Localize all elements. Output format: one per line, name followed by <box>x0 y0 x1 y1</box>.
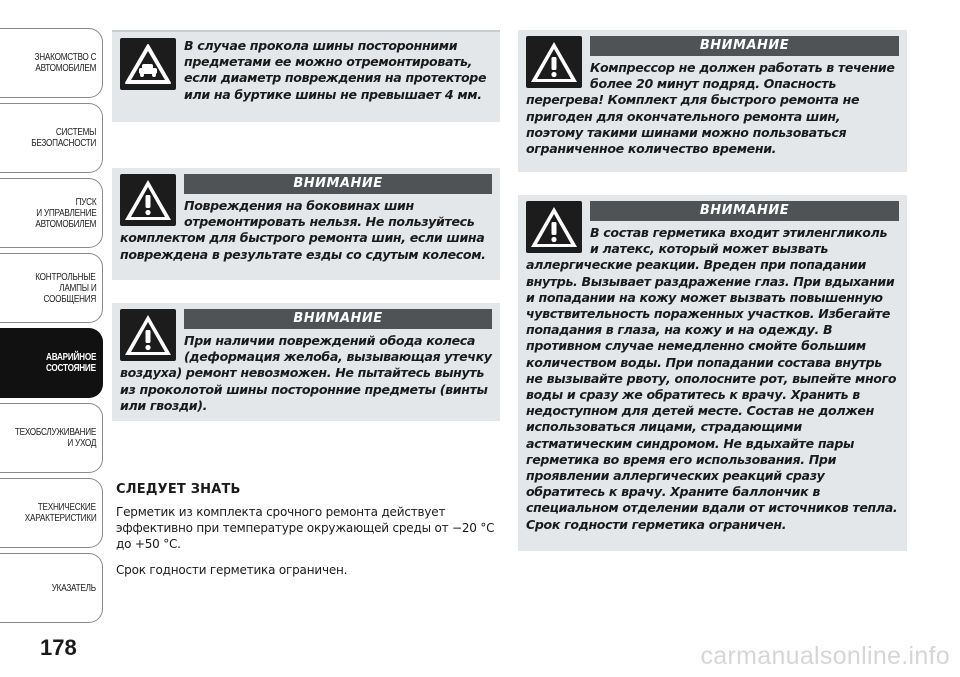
tab-sistemy-bezopasnosti[interactable] <box>0 103 103 173</box>
warning-text: Повреждения на боковинах шин отремонтировать нельзя. Не пользуйтесь комплектом для быстрого ремонта шин, если шина повреждена в результате езды со сдутым колесом. <box>120 198 486 262</box>
tab-label-line: АВТОМОБИЛЕМ <box>35 63 96 74</box>
tab-label-line: АВТОМОБИЛЕМ <box>35 218 96 230</box>
notes-paragraph-temperature: Герметик из комплекта срочного ремонта действует эффективно при температуре окружающей среды от −20 °C до +50 °C. <box>116 505 495 551</box>
notes-paragraph-shelf-life: Срок годности герметика ограничен. <box>116 563 348 577</box>
tab-znakomstvo[interactable] <box>0 28 103 98</box>
tab-label-line: ЛАМПЫ И <box>58 282 96 294</box>
tab-label-line: И УПРАВЛЕНИЕ <box>35 207 96 219</box>
tab-kontrolnye-lampy[interactable] <box>0 253 103 323</box>
warning-header: ВНИМАНИЕ <box>590 201 899 221</box>
tab-tehobsluzhivanie[interactable] <box>0 403 103 473</box>
tab-tehnicheskie-harakteristiki[interactable] <box>0 478 103 548</box>
exclamation-triangle-icon <box>120 309 176 361</box>
tab-label-line: КОНТРОЛЬНЫЕ <box>35 271 96 283</box>
exclamation-triangle-icon <box>526 36 582 88</box>
warning-box-rim <box>112 303 500 421</box>
tab-pusk[interactable] <box>0 178 103 248</box>
tab-label-line: СООБЩЕНИЯ <box>43 293 96 305</box>
tab-label-line: ТЕХНИЧЕСКИЕ <box>37 502 96 513</box>
tab-label-line: ПУСК <box>75 196 96 208</box>
warning-header: ВНИМАНИЕ <box>184 309 492 329</box>
tab-label-line: ТЕХОБСЛУЖИВАНИЕ <box>14 427 96 438</box>
warning-box-compressor <box>518 30 907 172</box>
tab-label-line: АВАРИЙНОЕ <box>45 352 96 363</box>
exclamation-triangle-icon <box>526 201 582 253</box>
page-number: 178 <box>40 635 77 660</box>
tab-label-line: УКАЗАТЕЛЬ <box>51 582 96 594</box>
tab-label-line: БЕЗОПАСНОСТИ <box>31 138 96 149</box>
tab-label-line: ЗНАКОМСТВО С <box>34 52 96 63</box>
puncture-note-text: В случае прокола шины посторонними предметами ее можно отремонтировать, если диаметр повреждения на протекторе или на буртике шины не превышает 4 мм. <box>184 38 487 102</box>
puncture-note-box <box>112 30 500 122</box>
tab-ukazatel[interactable] <box>0 553 103 623</box>
exclamation-triangle-icon <box>120 174 176 226</box>
chapter-tabs <box>0 28 103 628</box>
warning-header: ВНИМАНИЕ <box>184 174 492 194</box>
warning-text: При наличии повреждений обода колеса (деформация желоба, вызывающая утечку воздуха) ремонт невозможен. Не пытайтесь вынуть из проколотой шины посторонние предметы (винты или гвозди). <box>120 333 492 413</box>
watermark: carmanualsonline.info <box>700 642 950 670</box>
warning-box-sidewall <box>112 168 500 280</box>
warning-header: ВНИМАНИЕ <box>590 36 899 56</box>
tab-label-line: И УХОД <box>67 438 96 449</box>
tab-avariynoe-sostoyanie[interactable] <box>0 328 103 398</box>
warning-text: В состав герметика входит этиленгликоль и латекс, который может вызвать аллергические реакции. Вреден при попадании внутрь. Вызывает раздражение глаз. При вдыхании и попадании на кожу может вызвать повышенную чувствительность пораженных участков. Избегайте попадания в глаза, на кожу и на одежду. В противном случае немедленно смойте большим количеством воды. При попадании состава внутрь не вызывайте рвоту, ополосните рот, выпейте много воды и сразу же обратитесь к врачу. Хранить в недоступном для детей месте. Состав не должен использоваться лицами, страдающими астматическим синдромом. Не вдыхайте пары герметика во время его использования. При проявлении аллергических реакций сразу обратитесь к врачу. Храните баллончик в специальном отделении вдали от источников тепла. Срок годности герметика ограничен. <box>526 225 898 532</box>
notes-title: СЛЕДУЕТ ЗНАТЬ <box>116 482 241 497</box>
warning-box-sealant <box>518 195 907 551</box>
tab-label-line: СИСТЕМЫ <box>55 127 96 138</box>
tab-label-line: СОСТОЯНИЕ <box>46 363 96 374</box>
warning-text: Компрессор не должен работать в течение более 20 минут подряд. Опасность перегрева! Комплект для быстрого ремонта не пригоден для окончательного ремонта шин, поэтому такими шинами можно пользоваться ограниченное количество времени. <box>526 60 895 157</box>
car-on-road-warning-icon <box>120 38 176 90</box>
tab-label-line: ХАРАКТЕРИСТИКИ <box>24 513 96 524</box>
